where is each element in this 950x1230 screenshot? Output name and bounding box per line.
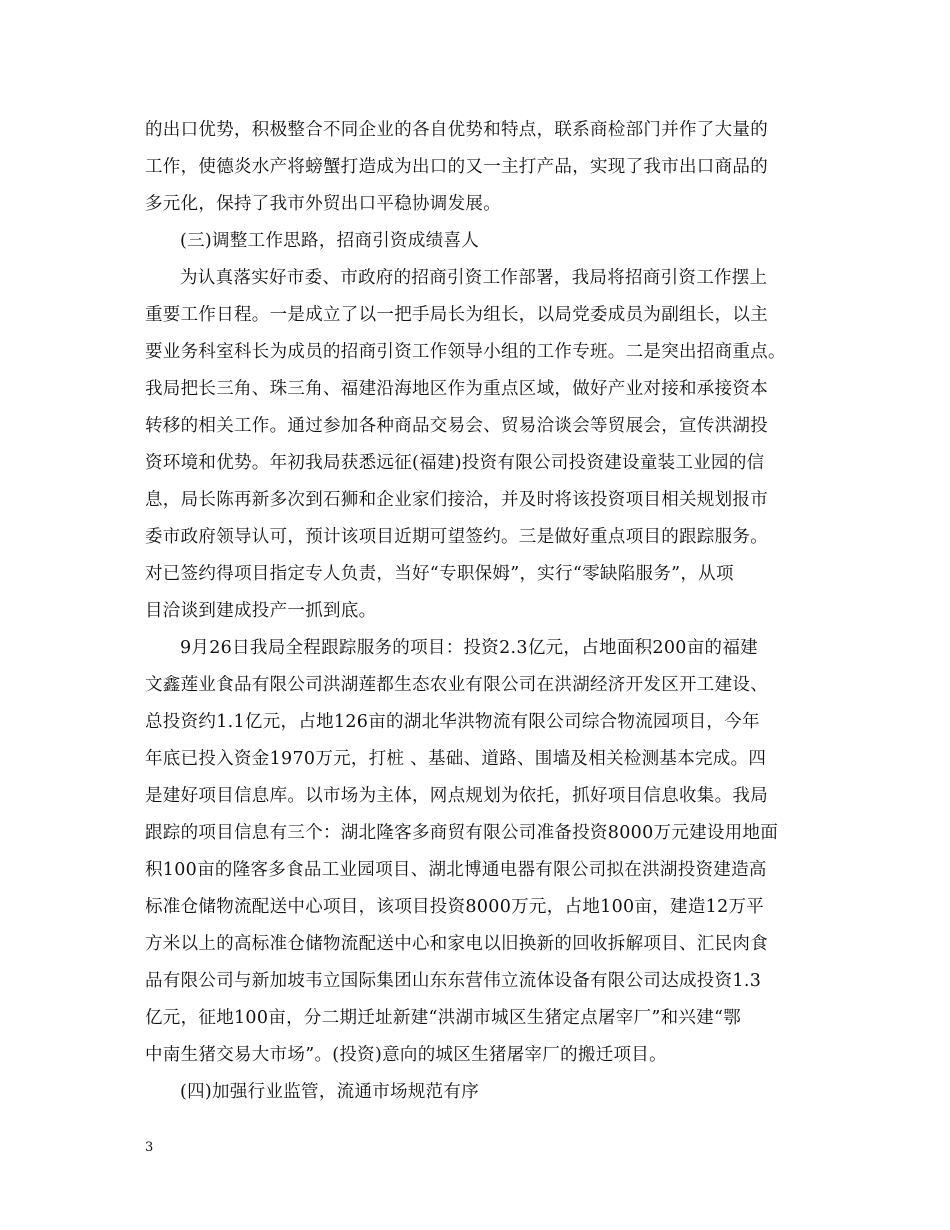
body-line: 目洽谈到建成投产一抓到底。 <box>145 601 377 621</box>
section-heading: (三)调整工作思路，招商引资成绩喜人 <box>180 231 480 251</box>
body-line: 资环境和优势。年初我局获悉远征(福建)投资有限公司投资建设童装工业园的信 <box>145 453 765 473</box>
body-line: 是建好项目信息库。以市场为主体，网点规划为依托，抓好项目信息收集。我局 <box>145 786 768 806</box>
body-line: 品有限公司与新加坡韦立国际集团山东东营伟立流体设备有限公司达成投资1.3 <box>145 971 762 991</box>
body-line: 委市政府领导认可，预计该项目近期可望签约。三是做好重点项目的跟踪服务。 <box>145 527 768 547</box>
body-line: 标准仓储物流配送中心项目，该项目投资8000万元，占地100亩，建造12万平 <box>145 897 765 917</box>
body-line: 要业务科室科长为成员的招商引资工作领导小组的工作专班。二是突出招商重点。 <box>145 342 786 362</box>
body-line: 亿元，征地100亩，分二期迁址新建“洪湖市城区生猪定点屠宰厂”和兴建“鄂 <box>145 1008 742 1028</box>
body-line: 9月26日我局全程跟踪服务的项目：投资2.3亿元，占地面积200亩的福建 <box>180 638 758 658</box>
body-line: 文鑫莲业食品有限公司洪湖莲都生态农业有限公司在洪湖经济开发区开工建设、 <box>145 675 768 695</box>
body-line: 工作，使德炎水产将螃蟹打造成为出口的又一主打产品，实现了我市出口商品的 <box>145 157 768 177</box>
body-line: 转移的相关工作。通过参加各种商品交易会、贸易洽谈会等贸展会，宣传洪湖投 <box>145 416 768 436</box>
body-line: 重要工作日程。一是成立了以一把手局长为组长，以局党委成员为副组长，以主 <box>145 305 768 325</box>
body-line: 总投资约1.1亿元，占地126亩的湖北华洪物流有限公司综合物流园项目，今年 <box>145 712 760 732</box>
body-line: 多元化，保持了我市外贸出口平稳协调发展。 <box>145 194 501 214</box>
body-line: 为认真落实好市委、市政府的招商引资工作部署，我局将招商引资工作摆上 <box>180 268 768 288</box>
body-line: 年底已投入资金1970万元，打桩 、基础、道路、围墙及相关检测基本完成。四 <box>145 749 767 769</box>
body-line: 方米以上的高标准仓储物流配送中心和家电以旧换新的回收拆解项目、汇民肉食 <box>145 934 768 954</box>
body-line: 我局把长三角、珠三角、福建沿海地区作为重点区域，做好产业对接和承接资本 <box>145 379 768 399</box>
body-line: 中南生猪交易大市场”。(投资)意向的城区生猪屠宰厂的搬迁项目。 <box>145 1045 667 1065</box>
body-line: 息，局长陈再新多次到石狮和企业家们接洽，并及时将该投资项目相关规划报市 <box>145 490 768 510</box>
page-number: 3 <box>145 1140 154 1155</box>
body-line: 跟踪的项目信息有三个：湖北隆客多商贸有限公司准备投资8000万元建设用地面 <box>145 823 779 843</box>
body-line: 对已签约得项目指定专人负责，当好“专职保姆”，实行“零缺陷服务”，从项 <box>145 564 734 584</box>
body-line: 的出口优势，积极整合不同企业的各自优势和特点，联系商检部门并作了大量的 <box>145 120 768 140</box>
section-heading: (四)加强行业监管，流通市场规范有序 <box>180 1082 480 1102</box>
body-line: 积100亩的隆客多食品工业园项目、湖北博通电器有限公司拟在洪湖投资建造高 <box>145 860 767 880</box>
